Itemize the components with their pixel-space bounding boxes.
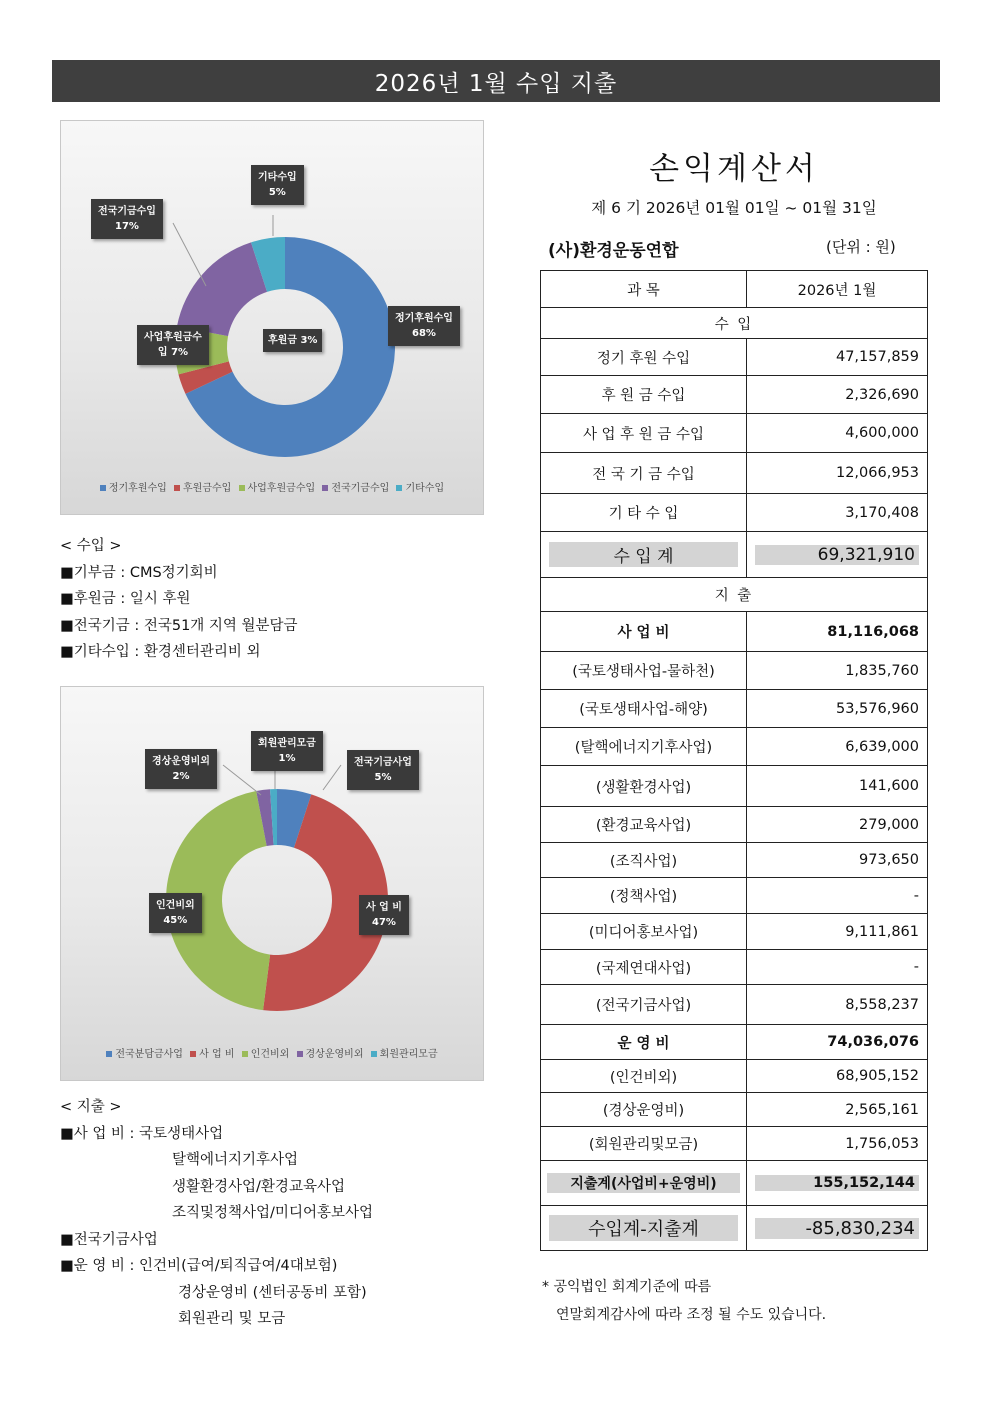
table-row — [541, 807, 928, 843]
expense-leader-line — [323, 765, 341, 790]
table-row — [541, 843, 928, 878]
row-value: 68,905,152 — [747, 1060, 928, 1093]
expense-callout-member: 회원관리모금 1% — [251, 731, 323, 771]
net-row — [541, 1206, 928, 1251]
expense-notes-title: < 지출 > — [60, 1099, 122, 1115]
row-value: 2,565,161 — [747, 1093, 928, 1127]
operating-total-row — [541, 1025, 928, 1060]
row-value: 6,639,000 — [747, 728, 928, 766]
note-line: ■기타수입 : 환경센터관리비 외 — [60, 644, 261, 660]
table-row — [541, 494, 928, 532]
business-total-row — [541, 612, 928, 652]
row-label: (회원관리및모금) — [541, 1127, 747, 1161]
expense-callout-business: 사 업 비 47% — [359, 895, 409, 935]
row-label: (미디어홍보사업) — [541, 914, 747, 950]
net-label: 수입계-지출계 — [549, 1215, 738, 1241]
legend-item: 전국분담금사업 — [106, 1045, 183, 1060]
income-callout-other: 기타수입 5% — [251, 165, 304, 205]
expense-legend — [61, 1045, 483, 1060]
income-callout-business: 사업후원금수 입 7% — [137, 325, 209, 365]
table-row — [541, 766, 928, 807]
row-label: (조직사업) — [541, 843, 747, 878]
table-row — [541, 1127, 928, 1161]
expense-section-label: 지 출 — [541, 578, 928, 612]
legend-item: 인건비외 — [242, 1045, 290, 1060]
row-value: 2,326,690 — [747, 376, 928, 414]
footnote-line: 연말회계감사에 따라 조정 될 수도 있습니다. — [556, 1307, 827, 1323]
row-label: (전국기금사업) — [541, 985, 747, 1025]
row-value: - — [747, 878, 928, 914]
income-total-value: 69,321,910 — [755, 545, 919, 565]
expense-total-row — [541, 1161, 928, 1206]
income-callout-regular: 정기후원수입 68% — [388, 306, 460, 346]
row-label: 사 업 비 — [541, 612, 747, 652]
table-row — [541, 652, 928, 690]
table-row — [541, 453, 928, 494]
expense-callout-operating: 경상운영비외 2% — [145, 749, 217, 789]
income-section-label: 수 입 — [541, 308, 928, 339]
table-row — [541, 690, 928, 728]
row-value: 9,111,861 — [747, 914, 928, 950]
legend-item: 사업후원금수입 — [239, 479, 316, 494]
row-label: 후 원 금 수입 — [541, 376, 747, 414]
note-line: 생활환경사업/환경교육사업 — [172, 1178, 345, 1195]
row-value: 81,116,068 — [747, 612, 928, 652]
note-line: 경상운영비 (센터공동비 포함) — [178, 1284, 367, 1301]
organization-name: (사)환경운동연합 — [548, 241, 679, 261]
table-row — [541, 339, 928, 376]
expense-notes — [60, 1094, 373, 1333]
row-label: (생활환경사업) — [541, 766, 747, 807]
expense-donut-chart — [60, 686, 484, 1081]
legend-item: 기타수입 — [396, 479, 444, 494]
table-row — [541, 985, 928, 1025]
row-label: 사 업 후 원 금 수입 — [541, 414, 747, 453]
row-value: 47,157,859 — [747, 339, 928, 376]
income-donut-chart — [60, 120, 484, 515]
table-row — [541, 878, 928, 914]
row-value: 53,576,960 — [747, 690, 928, 728]
income-callout-donation: 후원금 3% — [263, 329, 322, 352]
legend-item: 사 업 비 — [190, 1045, 234, 1060]
header-subject: 과 목 — [541, 271, 747, 308]
note-line: 탈핵에너지기후사업 — [172, 1152, 299, 1168]
note-line: 조직및정책사업/미디어홍보사업 — [172, 1205, 373, 1221]
unit-label: (단위 : 원) — [826, 238, 896, 256]
expense-callout-national: 전국기금사업 5% — [347, 750, 419, 790]
note-line: ■운 영 비 : 인건비(급여/퇴직급여/4대보험) — [60, 1258, 338, 1274]
table-row — [541, 376, 928, 414]
row-label: (국제연대사업) — [541, 950, 747, 985]
income-total-row — [541, 532, 928, 578]
note-line: ■기부금 : CMS정기회비 — [60, 564, 218, 581]
row-value: 973,650 — [747, 843, 928, 878]
section-row — [541, 578, 928, 612]
income-callout-national: 전국기금수입 17% — [91, 199, 163, 239]
table-header-row — [541, 271, 928, 308]
legend-item: 경상운영비외 — [297, 1045, 364, 1060]
income-leader-line — [173, 223, 206, 286]
row-value: 8,558,237 — [747, 985, 928, 1025]
row-label: 기 타 수 입 — [541, 494, 747, 532]
note-line: ■전국기금사업 — [60, 1231, 158, 1248]
table-row — [541, 414, 928, 453]
expense-total-value: 155,152,144 — [755, 1175, 919, 1191]
row-value: - — [747, 950, 928, 985]
footnote — [542, 1273, 826, 1329]
table-row — [541, 1093, 928, 1127]
row-label: 운 영 비 — [541, 1025, 747, 1060]
row-value: 74,036,076 — [747, 1025, 928, 1060]
expense-total-label: 지출계(사업비+운영비) — [547, 1173, 740, 1193]
note-line: ■전국기금 : 전국51개 지역 월분담금 — [60, 617, 298, 634]
header-period: 2026년 1월 — [747, 271, 928, 308]
page-banner-title: 2026년 1월 수입 지출 — [52, 60, 940, 102]
table-row — [541, 1060, 928, 1093]
footnote-line: * 공익법인 회계기준에 따름 — [542, 1279, 712, 1295]
table-row — [541, 914, 928, 950]
legend-item: 정기후원수입 — [100, 479, 167, 494]
legend-item: 후원금수입 — [174, 479, 231, 494]
row-label: (탈핵에너지기후사업) — [541, 728, 747, 766]
row-value: 4,600,000 — [747, 414, 928, 453]
row-value: 1,835,760 — [747, 652, 928, 690]
row-label: (경상운영비) — [541, 1093, 747, 1127]
row-value: 3,170,408 — [747, 494, 928, 532]
income-notes — [60, 533, 298, 666]
row-value: 141,600 — [747, 766, 928, 807]
income-notes-title: < 수입 > — [60, 538, 122, 554]
net-value: -85,830,234 — [755, 1218, 919, 1239]
row-label: (인건비외) — [541, 1060, 747, 1093]
note-line: 회원관리 및 모금 — [178, 1311, 286, 1327]
note-line: ■사 업 비 : 국토생태사업 — [60, 1125, 224, 1142]
row-label: (국토생태사업-물하천) — [541, 652, 747, 690]
table-row — [541, 950, 928, 985]
row-label: 정기 후원 수입 — [541, 339, 747, 376]
statement-period: 제 6 기 2026년 01월 01일 ~ 01월 31일 — [591, 199, 877, 217]
row-label: (국토생태사업-해양) — [541, 690, 747, 728]
row-value: 1,756,053 — [747, 1127, 928, 1161]
row-value: 12,066,953 — [747, 453, 928, 494]
row-label: 전 국 기 금 수입 — [541, 453, 747, 494]
income-legend — [61, 479, 483, 494]
legend-item: 회원관리모금 — [371, 1045, 438, 1060]
row-label: (환경교육사업) — [541, 807, 747, 843]
table-row — [541, 728, 928, 766]
income-statement-table — [540, 270, 928, 1251]
section-row — [541, 308, 928, 339]
income-total-label: 수 입 계 — [549, 542, 738, 567]
note-line: ■후원금 : 일시 후원 — [60, 591, 191, 607]
row-value: 279,000 — [747, 807, 928, 843]
statement-title: 손익계산서 — [649, 151, 819, 187]
row-label: (정책사업) — [541, 878, 747, 914]
expense-callout-personnel: 인건비외 45% — [149, 893, 202, 933]
legend-item: 전국기금수입 — [322, 479, 389, 494]
